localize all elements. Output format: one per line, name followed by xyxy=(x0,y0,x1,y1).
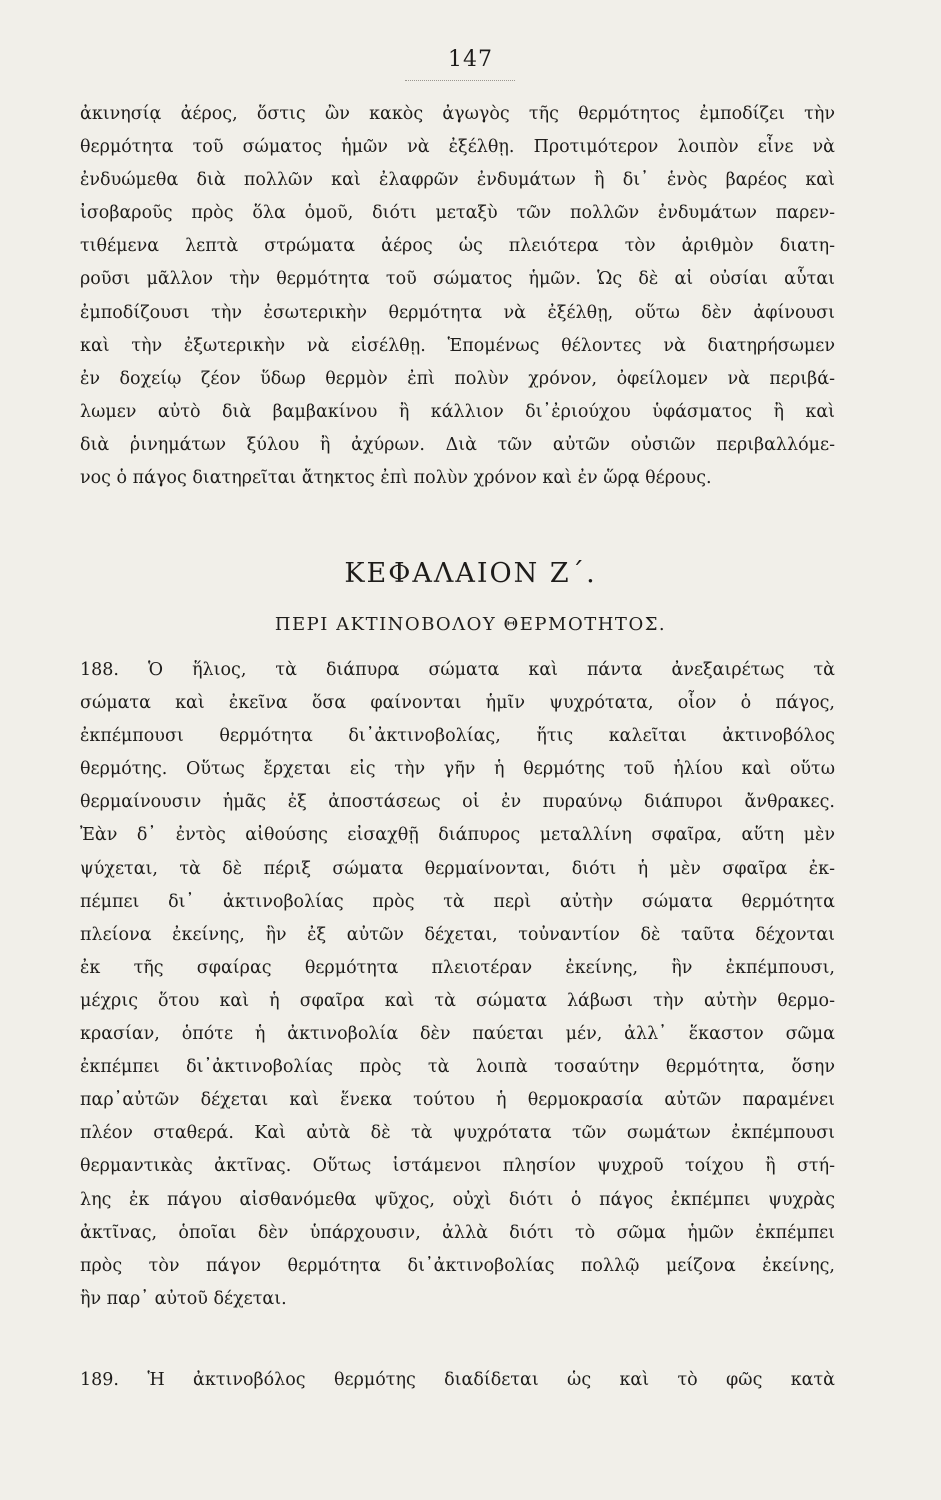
text-line: παρ᾽αὐτῶν δέχεται καὶ ἕνεκα τούτου ἡ θερμοκρασία αὐτῶν παραμένει xyxy=(80,1090,835,1111)
text-line: 188. Ὁ ἥλιος, τὰ διάπυρα σώματα καὶ πάντα ἀνεξαιρέτως τὰ xyxy=(80,660,835,680)
text-line: ἐν δοχείῳ ζέον ὕδωρ θερμὸν ἐπὶ πολὺν χρόνον, ὀφείλομεν νὰ περιβά- xyxy=(80,368,835,389)
text-line: θερμότητα τοῦ σώματος ἡμῶν νὰ ἐξέλθῃ. Προτιμότερον λοιπὸν εἶνε νὰ xyxy=(80,137,835,158)
text-line: πλείονα ἐκείνης, ἣν ἐξ αὐτῶν δέχεται, τοὐναντίον δὲ ταῦτα δέχονται xyxy=(80,924,835,945)
text-line: διὰ ῥινημάτων ξύλου ἢ ἀχύρων. Διὰ τῶν αὐτῶν οὐσιῶν περιβαλλόμε- xyxy=(80,434,835,455)
text-line: ἀκινησίᾳ ἀέρος, ὅστις ὢν κακὸς ἀγωγὸς τῆς θερμότητος ἐμποδίζει τὴν xyxy=(80,104,835,124)
text-line: ἐκπέμπει δι᾽ἀκτινοβολίας πρὸς τὰ λοιπὰ τοσαύτην θερμότητα, ὅσην xyxy=(80,1057,835,1078)
text-line: ἐκ τῆς σφαίρας θερμότητα πλειοτέραν ἐκείνης, ἣν ἐκπέμπουσι, xyxy=(80,957,835,978)
paragraph-188 xyxy=(80,654,835,1316)
text-line: μέχρις ὅτου καὶ ἡ σφαῖρα καὶ τὰ σώματα λάβωσι τὴν αὐτὴν θερμο- xyxy=(80,990,835,1011)
text-line: σώματα καὶ ἐκεῖνα ὅσα φαίνονται ἡμῖν ψυχρότατα, οἷον ὁ πάγος, xyxy=(80,693,835,714)
page-number: 147 xyxy=(448,47,493,72)
text-line: θερμαίνουσιν ἡμᾶς ἐξ ἀποστάσεως οἱ ἐν πυραύνῳ διάπυροι ἄνθρακες. xyxy=(80,792,835,813)
text-line: ἀκτῖνας, ὁποῖαι δὲν ὑπάρχουσιν, ἀλλὰ διότι τὸ σῶμα ἡμῶν ἐκπέμπει xyxy=(80,1222,835,1243)
chapter-title: ΚΕΦΑΛΑΙΟΝ Ζ΄. xyxy=(344,558,597,589)
text-line: ἐμποδίζουσι τὴν ἐσωτερικὴν θερμότητα νὰ ἐξέλθῃ, οὕτω δὲν ἀφίνουσι xyxy=(80,302,835,323)
text-line: ψύχεται, τὰ δὲ πέριξ σώματα θερμαίνονται, διότι ἡ μὲν σφαῖρα ἐκ- xyxy=(80,858,835,879)
text-line: ἣν παρ᾽ αὐτοῦ δέχεται. xyxy=(80,1288,287,1309)
text-line: πέμπει δι᾽ ἀκτινοβολίας πρὸς τὰ περὶ αὐτὴν σώματα θερμότητα xyxy=(80,891,835,912)
paragraph-continuation xyxy=(80,98,835,495)
text-line: θερμαντικὰς ἀκτῖνας. Οὕτως ἱστάμενοι πλησίον ψυχροῦ τοίχου ἢ στή- xyxy=(80,1156,835,1177)
page-number-divider xyxy=(405,80,515,81)
text-line: τιθέμενα λεπτὰ στρώματα ἀέρος ὡς πλειότερα τὸν ἀριθμὸν διατη- xyxy=(80,236,835,257)
text-line: ἰσοβαροῦς πρὸς ὅλα ὁμοῦ, διότι μεταξὺ τῶν πολλῶν ἐνδυμάτων παρεν- xyxy=(80,203,835,224)
text-line: Ἐὰν δ᾽ ἐντὸς αἰθούσης εἰσαχθῇ διάπυρος μεταλλίνη σφαῖρα, αὕτη μὲν xyxy=(80,825,835,846)
text-line: πλέον σταθερά. Καὶ αὐτὰ δὲ τὰ ψυχρότατα τῶν σωμάτων ἐκπέμπουσι xyxy=(80,1123,835,1144)
text-line: κρασίαν, ὁπότε ἡ ἀκτινοβολία δὲν παύεται μέν, ἀλλ᾽ ἕκαστον σῶμα xyxy=(80,1024,835,1045)
chapter-subtitle: ΠΕΡΙ ΑΚΤΙΝΟΒΟΛΟΥ ΘΕΡΜΟΤΗΤΟΣ. xyxy=(274,614,667,635)
text-line: ἐνδυώμεθα διὰ πολλῶν καὶ ἐλαφρῶν ἐνδυμάτων ἢ δι᾽ ἑνὸς βαρέος καὶ xyxy=(80,170,835,191)
text-line: λης ἐκ πάγου αἰσθανόμεθα ψῦχος, οὐχὶ διότι ὁ πάγος ἐκπέμπει ψυχρὰς xyxy=(80,1189,835,1210)
text-line: πρὸς τὸν πάγον θερμότητα δι᾽ἀκτινοβολίας πολλῷ μείζονα ἐκείνης, xyxy=(80,1255,835,1276)
text-line: ἐκπέμπουσι θερμότητα δι᾽ἀκτινοβολίας, ἥτις καλεῖται ἀκτινοβόλος xyxy=(80,726,835,747)
paragraph-189 xyxy=(80,1364,835,1397)
text-line: 189. Ἡ ἀκτινοβόλος θερμότης διαδίδεται ὡς καὶ τὸ φῶς κατὰ xyxy=(80,1370,835,1390)
text-line: θερμότης. Οὕτως ἔρχεται εἰς τὴν γῆν ἡ θερμότης τοῦ ἡλίου καὶ οὕτω xyxy=(80,759,835,780)
text-line: ροῦσι μᾶλλον τὴν θερμότητα τοῦ σώματος ἡμῶν. Ὡς δὲ αἱ οὐσίαι αὗται xyxy=(80,269,835,290)
text-line: λωμεν αὐτὸ διὰ βαμβακίνου ἢ κάλλιον δι᾽ἐριούχου ὑφάσματος ἢ καὶ xyxy=(80,401,835,422)
text-line: καὶ τὴν ἐξωτερικὴν νὰ εἰσέλθῃ. Ἑπομένως θέλοντες νὰ διατηρήσωμεν xyxy=(80,335,835,356)
text-line: νος ὁ πάγος διατηρεῖται ἄτηκτος ἐπὶ πολὺν χρόνον καὶ ἐν ὥρᾳ θέρους. xyxy=(80,468,712,489)
